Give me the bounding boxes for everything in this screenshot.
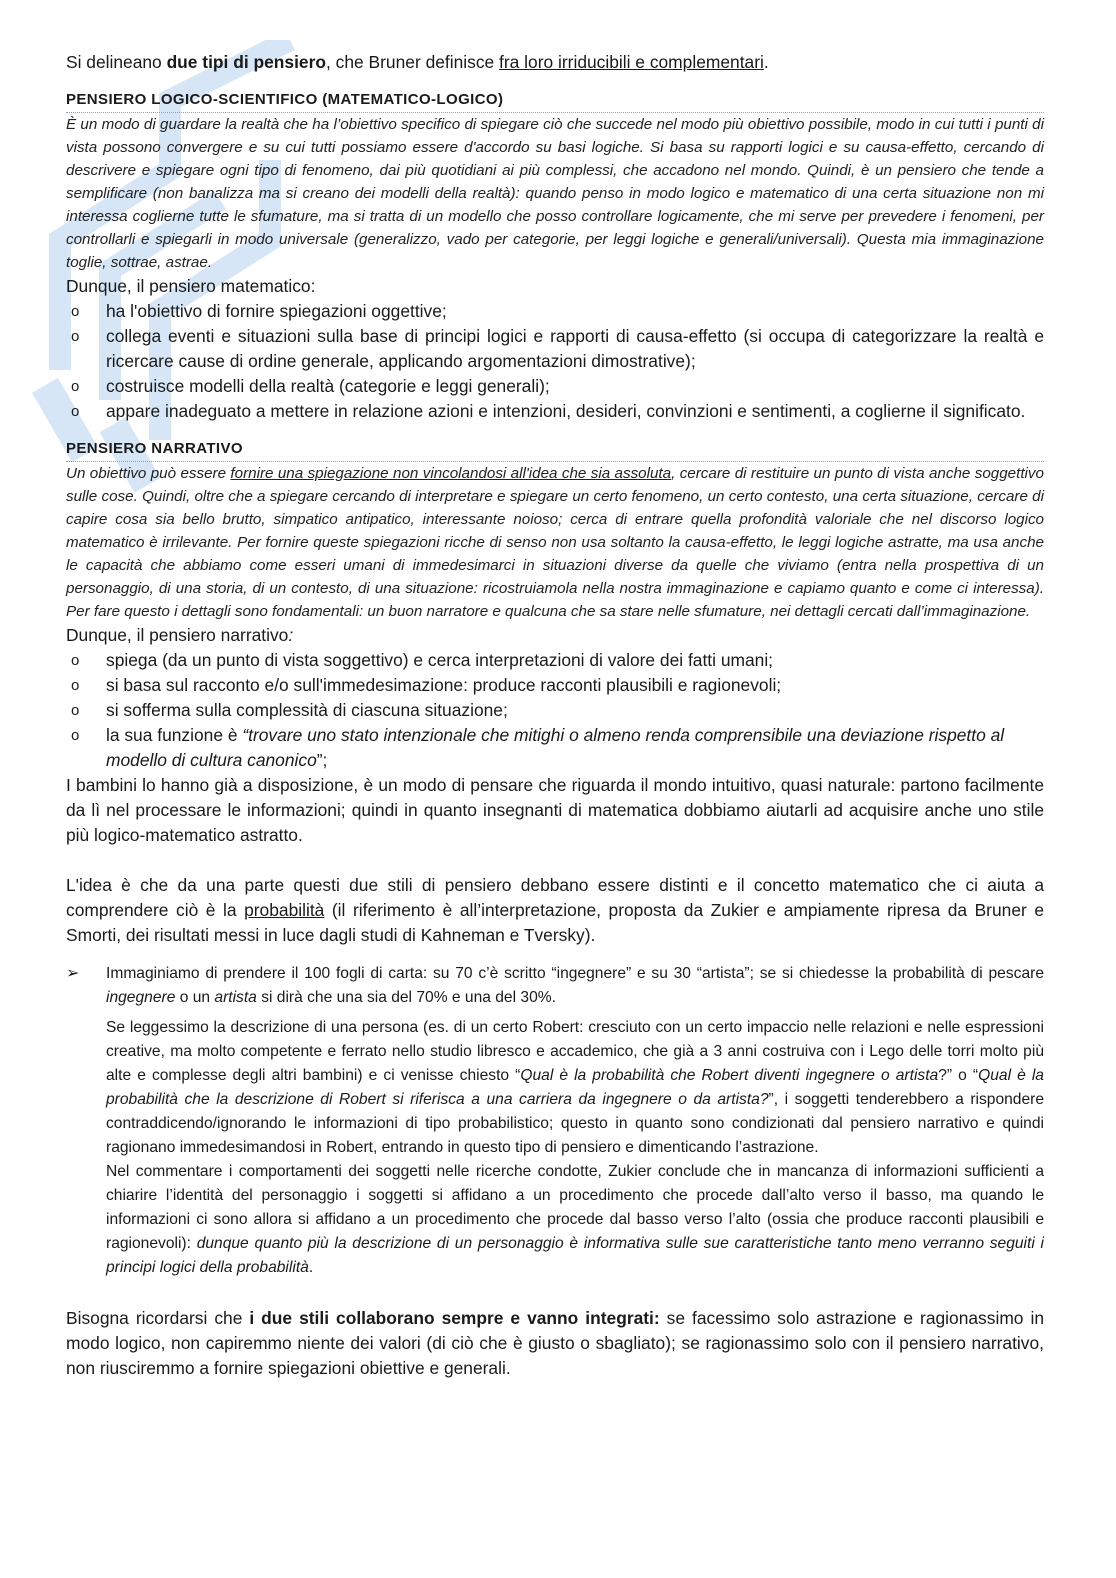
list-item: o appare inadeguato a mettere in relazione azioni e intenzioni, desideri, convinzioni e sentimenti, a coglierne il significato. <box>66 399 1044 424</box>
example-paragraph-3: Nel commentare i comportamenti dei soggetti nelle ricerche condotte, Zukier conclude che in mancanza di informazioni sufficienti a chiarire l’identità del personaggio i soggetti si affidano a un procedimento che procede dall’alto verso il basso, ma quando le informazioni ci sono allora si affidano a un procedimento che procede dal basso verso l’alto (ossia che produce racconti plausibili e ragionevoli): dunque quanto più la descrizione di un personaggio è informativa sulle sue caratteristiche tanto meno verranno seguiti i principi logici della probabilità. <box>106 1163 1044 1276</box>
example-paragraph-2: Se leggessimo la descrizione di una persona (es. di un certo Robert: cresciuto con un certo impaccio nelle relazioni e nelle espressioni creative, ma molto competente e ferrato nello studio libresco e accademico, che già a 3 anni costruiva con i Lego delle torri molto più alte e complesse degli altri bambini) e ci venisse chiesto “Qual è la probabilità che Robert diventi ingegnere o artista?” o “Qual è la probabilità che la descrizione di Robert si riferisca a una carriera da ingegnere o da artista?”, i soggetti tenderebbero a rispondere contraddicendo/ignorando le informazioni di tipo probabilistico; questo in quanto sono condizionati dal pensiero narrativo e quindi ragionano immedesimandosi in Robert, entrando in questo tipo di pensiero e dimenticando l’astrazione. <box>106 1019 1044 1156</box>
heading-pensiero-logico: PENSIERO LOGICO-SCIENTIFICO (MATEMATICO-LOGICO) <box>66 90 1044 113</box>
document-page <box>66 50 1044 1381</box>
logico-intro-line: Dunque, il pensiero matematico: <box>66 276 316 296</box>
example-block <box>66 962 1044 1280</box>
bullet-marker: o <box>71 727 80 744</box>
list-item: o la sua funzione è “trovare uno stato intenzionale che mitighi o almeno renda comprensibile una deviazione rispetto al modello di cultura canonico”; <box>71 725 1005 770</box>
bullet-marker: o <box>71 328 80 345</box>
list-item: o spiega (da un punto di vista soggettivo) e cerca interpretazioni di valore dei fatti umani; <box>66 648 1044 673</box>
bullet-marker: o <box>71 378 80 395</box>
list-item: o ha l'obiettivo di fornire spiegazioni oggettive; <box>66 299 1044 324</box>
example-paragraph-1: Immaginiamo di prendere il 100 fogli di carta: su 70 c’è scritto “ingegnere” e su 30 “artista”; se si chiedesse la probabilità di pescare ingegnere o un artista si dirà che una sia del 70% e una del 30%. <box>106 965 1044 1006</box>
logico-description: È un modo di guardare la realtà che ha l’obiettivo specifico di spiegare ciò che succede nel modo più obiettivo possibile, modo in cui tutti i punti di vista possono convergere e su cui tutti possiamo essere d'accordo su basi logiche. Si basa su rapporti logici e su causa-effetto, cercando di descrivere e spiegare ogni tipo di fenomeno, dai più quotidiani ai più complessi, che accadono nel mondo. Quindi, è un pensiero che tende a semplificare (non banalizza ma si creano dei modelli della realtà): quando penso in modo logico e matematico di una certa situazione non mi interessa coglierne tutte le sfumature, ma si tratta di un modello che posso controllare logicamente, che mi serve per prevedere i fenomeni, per controllarli e spiegarli in modo universale (generalizzo, vado per categorie, per leggi logiche e generali/universali). Questa mia immaginazione toglie, sottrae, astrae. <box>66 116 1044 271</box>
conclusion-paragraph: Bisogna ricordarsi che i due stili collaborano sempre e vanno integrati: se facessimo solo astrazione e ragionassimo in modo logico, non capiremmo niente dei valori (di ciò che è giusto o sbagliato); se ragionassimo solo con il pensiero narrativo, non riusciremmo a fornire spiegazioni obiettive e generali. <box>66 1308 1044 1378</box>
narrativo-description: Un obiettivo può essere fornire una spiegazione non vincolandosi all'idea che sia assoluta, cercare di restituire un punto di vista anche soggettivo sulle cose. Quindi, oltre che a spiegare cercando di interpretare e spiegare un certo fenomeno, un certo contesto, una certa situazione, cercare di capire cosa sia bello brutto, simpatico antipatico, interessante noioso; cerca di entrare quella profondità valoriale che nel discorso logico matematico è irrilevante. Per fornire queste spiegazioni ricche di senso non usa soltanto la causa-effetto, le leggi logiche astratte, ma usa anche le capacità che abbiamo come esseri umani di immedesimarci in situazioni diverse da quelle che viviamo (entra nella prospettiva di un personaggio, di una storia, di un contesto, di una situazione: ricostruiamola nella nostra immaginazione e capiamo quanto e come ci interessa). Per fare questo i dettagli sono fondamentali: un buon narratore e qualcuna che sa stare nelle sfumature, nei dettagli cercati dall’immaginazione. <box>66 465 1044 620</box>
bullet-marker: o <box>71 677 80 694</box>
arrow-bullet-icon: ➢ <box>66 965 80 982</box>
narrativo-intro-line: Dunque, il pensiero narrativo: <box>66 625 294 645</box>
narrativo-closing: I bambini lo hanno già a disposizione, è un modo di pensare che riguarda il mondo intuitivo, quasi naturale: partono facilmente da lì nel processare le informazioni; quindi in quanto insegnanti di matematica dobbiamo aiutarli ad acquisire anche uno stile più logico-matematico astratto. <box>66 775 1044 845</box>
list-item: o costruisce modelli della realtà (categorie e leggi generali); <box>66 374 1044 399</box>
bullet-marker: o <box>71 303 80 320</box>
probabilita-paragraph: L'idea è che da una parte questi due stili di pensiero debbano essere distinti e il concetto matematico che ci aiuta a comprendere ciò è la probabilità (il riferimento è all’interpretazione, proposta da Zukier e ampiamente ripresa da Bruner e Smorti, dei risultati messi in luce dagli studi di Kahneman e Tversky). <box>66 875 1044 945</box>
list-item: o si sofferma sulla complessità di ciascuna situazione; <box>66 698 1044 723</box>
narrativo-bullet-list <box>66 648 1044 773</box>
bullet-marker: o <box>71 702 80 719</box>
list-item: o si basa sul racconto e/o sull'immedesimazione: produce racconti plausibili e ragionevoli; <box>66 673 1044 698</box>
list-item: o collega eventi e situazioni sulla base di principi logici e rapporti di causa-effetto (si occupa di categorizzare la realtà e ricercare cause di ordine generale, applicando argomentazioni dimostrative); <box>71 326 1044 371</box>
intro-paragraph: Si delineano due tipi di pensiero, che Bruner definisce fra loro irriducibili e complementari. <box>66 52 769 72</box>
bullet-marker: o <box>71 403 80 420</box>
logico-bullet-list <box>66 299 1044 424</box>
bullet-marker: o <box>71 652 80 669</box>
heading-pensiero-narrativo: PENSIERO NARRATIVO <box>66 439 1044 462</box>
